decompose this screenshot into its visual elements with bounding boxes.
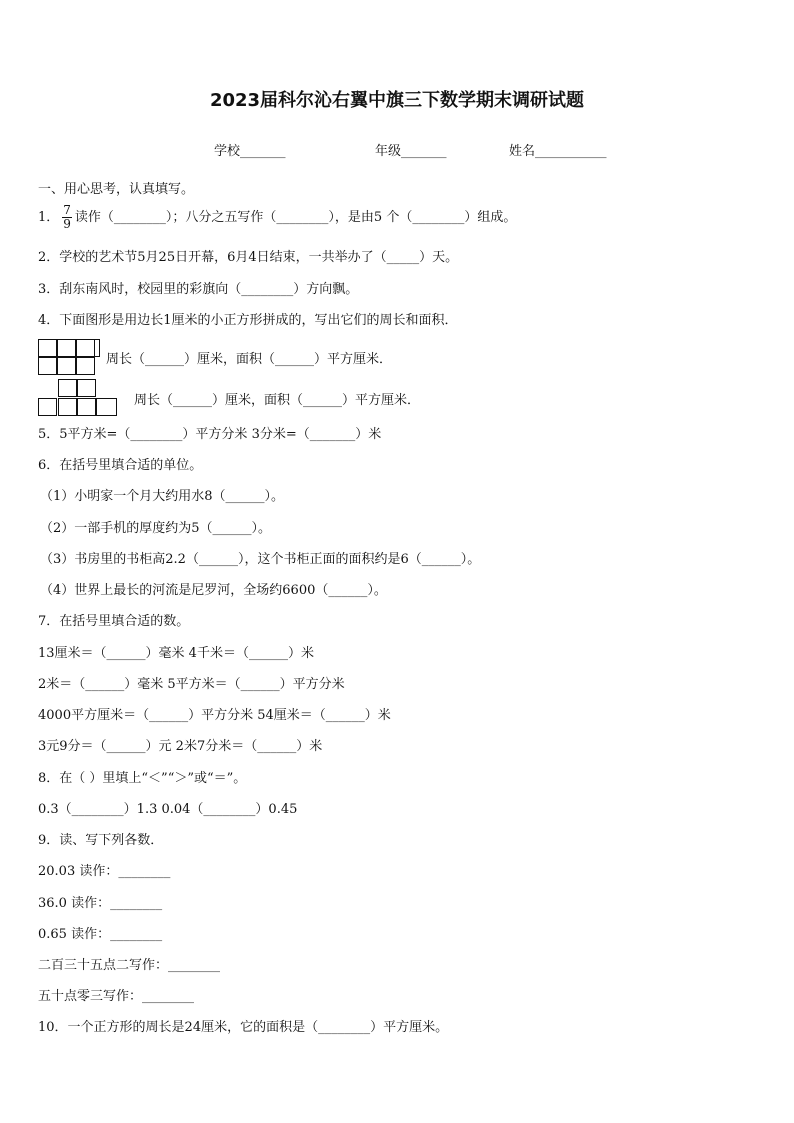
question-7: 7．在括号里填合适的数。	[38, 614, 190, 629]
unit-square	[76, 357, 95, 375]
question-1-text: 读作（________）；八分之五写作（________），是由5 个（________）组成。	[74, 210, 517, 225]
question-1	[38, 204, 516, 231]
name-field: 姓名___________	[509, 144, 607, 159]
unit-square-edge	[95, 339, 100, 357]
question-9-2: 36.0 读作：________	[38, 896, 163, 911]
question-7-3: 4000平方厘米＝（______）平方分米 54厘米＝（______）米	[38, 708, 391, 723]
unit-square	[76, 339, 95, 357]
question-4a: 周长（______）厘米，面积（______）平方厘米．	[106, 352, 393, 367]
question-2: 2．学校的艺术节5月25日开幕，6月4日结束，一共举办了（_____）天。	[38, 250, 459, 265]
fraction-numerator: 7	[63, 203, 71, 217]
question-6-2: （2）一部手机的厚度约为5（______）。	[40, 521, 272, 536]
question-7-4: 3元9分＝（______）元 2米7分米＝（______）米	[38, 739, 323, 754]
unit-square	[58, 398, 77, 416]
unit-square	[96, 398, 117, 416]
question-3: 3．刮东南风时，校园里的彩旗向（________）方向飘。	[38, 282, 359, 297]
school-field: 学校_______	[214, 144, 286, 159]
question-6: 6．在括号里填合适的单位。	[38, 458, 203, 473]
question-9: 9．读、写下列各数．	[38, 833, 164, 848]
unit-square	[57, 357, 76, 375]
unit-square	[77, 398, 96, 416]
question-10: 10．一个正方形的周长是24厘米，它的面积是（________）平方厘米。	[38, 1020, 449, 1035]
unit-square	[38, 339, 57, 357]
question-1-prefix: 1．	[38, 210, 60, 225]
question-5: 5．5平方米=（________）平方分米 3分米=（_______）米	[38, 427, 382, 442]
fraction-seven-ninths	[62, 204, 72, 231]
section-heading: 一、用心思考，认真填写。	[38, 182, 195, 197]
question-9-5: 五十点零三写作：________	[38, 989, 195, 1004]
question-8: 8．在（ ）里填上“＜”“＞”或“＝”。	[38, 771, 247, 786]
unit-square	[38, 398, 57, 416]
unit-square	[57, 339, 76, 357]
grade-field: 年级_______	[375, 144, 447, 159]
question-4: 4．下面图形是用边长1厘米的小正方形拼成的，写出它们的周长和面积．	[38, 313, 458, 328]
square-figure-b	[38, 379, 118, 417]
question-7-1: 13厘米＝（______）毫米 4千米＝（______）米	[38, 646, 314, 661]
question-7-2: 2米＝（______）毫米 5平方米＝（______）平方分米	[38, 677, 345, 692]
question-4b: 周长（______）厘米，面积（______）平方厘米．	[134, 393, 421, 408]
question-9-3: 0.65 读作：________	[38, 927, 163, 942]
unit-square	[38, 357, 57, 375]
unit-square	[58, 379, 77, 397]
page-title: 2023届科尔沁右翼中旗三下数学期末调研试题	[209, 90, 585, 111]
question-6-4: （4）世界上最长的河流是尼罗河，全场约6600（______）。	[40, 583, 387, 598]
fraction-denominator: 9	[63, 217, 71, 231]
question-6-3: （3）书房里的书柜高2.2（______），这个书柜正面的面积约是6（______）。	[40, 552, 481, 567]
question-8-1: 0.3（________）1.3 0.04（________）0.45	[38, 802, 298, 817]
question-9-1: 20.03 读作：________	[38, 864, 171, 879]
question-6-1: （1）小明家一个月大约用水8（______）。	[40, 489, 285, 504]
question-9-4: 二百三十五点二写作：________	[38, 958, 221, 973]
unit-square	[77, 379, 96, 397]
square-figure-a	[38, 339, 100, 376]
